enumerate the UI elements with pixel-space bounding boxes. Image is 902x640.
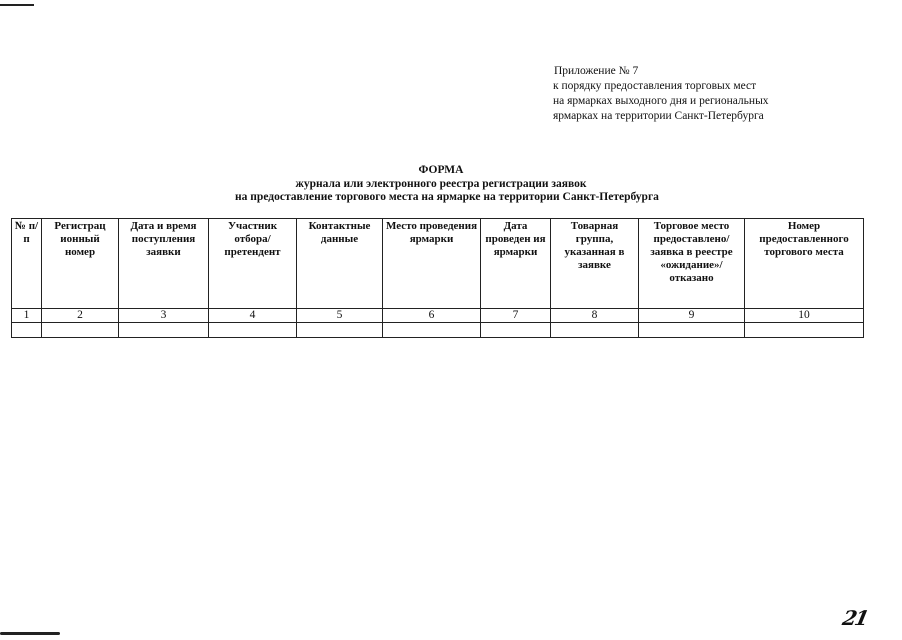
- table-cell: [745, 323, 864, 338]
- scan-edge-mark: [0, 4, 34, 6]
- column-header: Товарная группа, указанная в заявке: [551, 219, 639, 309]
- appendix-line: к порядку предоставления торговых мест: [553, 80, 757, 92]
- table-row: [12, 323, 864, 338]
- column-header: Участник отбора/ претендент: [209, 219, 297, 309]
- column-header: Регистрац ионный номер: [42, 219, 119, 309]
- appendix-line: ярмарках на территории Санкт-Петербурга: [553, 110, 764, 122]
- table-cell: [481, 323, 551, 338]
- column-number: 4: [209, 309, 297, 323]
- column-number: 6: [383, 309, 481, 323]
- column-number: 1: [12, 309, 42, 323]
- table-cell: [209, 323, 297, 338]
- column-header: Контактные данные: [297, 219, 383, 309]
- form-subtitle-line2: на предоставление торгового места на ярмарке на территории Санкт-Петербурга: [235, 191, 659, 203]
- registration-journal-table: [11, 218, 864, 338]
- table-cell: [639, 323, 745, 338]
- form-subtitle-line1: журнала или электронного реестра регистрации заявок: [295, 177, 587, 190]
- scan-edge-mark: [0, 632, 60, 635]
- table-cell: [119, 323, 209, 338]
- column-number: 3: [119, 309, 209, 323]
- column-header: Дата и время поступления заявки: [119, 219, 209, 309]
- column-number: 7: [481, 309, 551, 323]
- table-cell: [297, 323, 383, 338]
- column-number-row: [12, 309, 864, 323]
- column-number: 8: [551, 309, 639, 323]
- appendix-note: [553, 64, 769, 124]
- appendix-line: Приложение № 7: [554, 65, 639, 77]
- column-number: 5: [297, 309, 383, 323]
- column-header: Место проведения ярмарки: [383, 219, 481, 309]
- column-number: 2: [42, 309, 119, 323]
- column-number: 10: [745, 309, 864, 323]
- table-cell: [42, 323, 119, 338]
- table-cell: [383, 323, 481, 338]
- column-header: Дата проведен ия ярмарки: [481, 219, 551, 309]
- column-header: № п/п: [12, 219, 42, 309]
- column-number: 9: [639, 309, 745, 323]
- table-cell: [12, 323, 42, 338]
- form-title: ФОРМА: [418, 164, 464, 176]
- table-header-row: [12, 219, 864, 309]
- handwritten-page-number: 21: [840, 606, 870, 630]
- column-header: Номер предоставленного торгового места: [745, 219, 864, 309]
- table-cell: [551, 323, 639, 338]
- appendix-line: на ярмарках выходного дня и региональных: [553, 95, 769, 107]
- column-header: Торговое место предоставлено/ заявка в реестре «ожидание»/ отказано: [639, 219, 745, 309]
- form-heading: [0, 164, 902, 205]
